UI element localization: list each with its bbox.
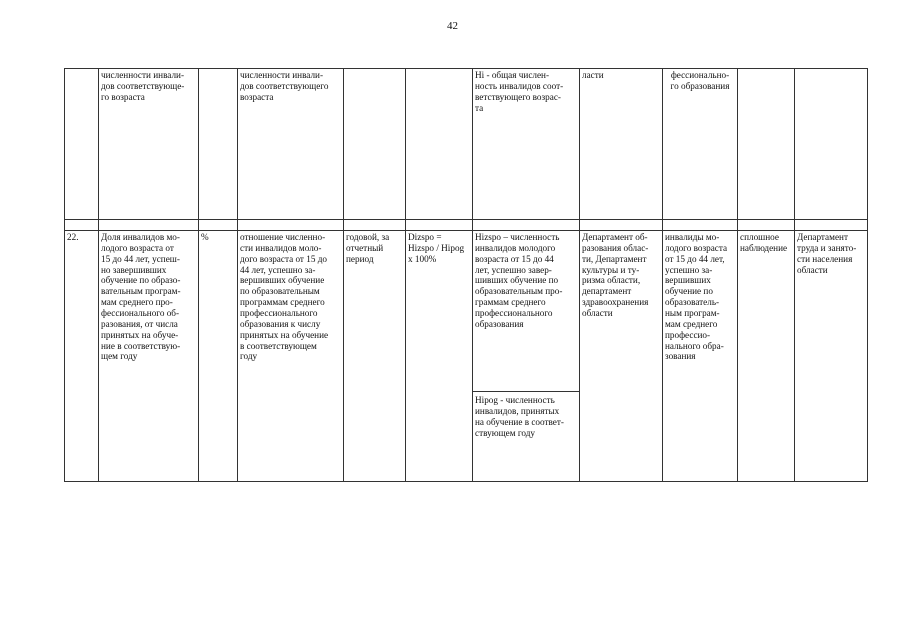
table-row-gap (65, 220, 868, 231)
cell-unit: % (199, 231, 238, 482)
cell-unit (199, 69, 238, 220)
cell-method: отношение численно- сти инвалидов моло- дого возраста от 15 до 44 лет, успешно за- вершивших обучение по образовательным программам среднего профессионального образования к числу принятых на обучение в соответствующем году (238, 231, 344, 482)
cell-formula: Dizspo = Hizspo / Hipog х 100% (406, 231, 473, 482)
cell-period (344, 69, 406, 220)
cell-observation: сплошное наблюдение (738, 231, 795, 482)
cell-name: численности инвали- дов соответствующе- го возраста (99, 69, 199, 220)
table-row-continuation (65, 69, 868, 220)
cell-basic: Hi - общая числен- ность инвалидов соот- ветствующего возрас- та (473, 69, 580, 220)
cell-num: 22. (65, 231, 99, 482)
cell-method: численности инвали- дов соответствующего возраста (238, 69, 344, 220)
cell-num (65, 69, 99, 220)
cell-responsible (795, 69, 868, 220)
cell-formula (406, 69, 473, 220)
indicators-table (64, 68, 868, 482)
basic-indicator-2: Hipog - численность инвалидов, принятых на обучение в соответ- ствующем году (475, 395, 564, 438)
table-row-22 (65, 231, 868, 482)
cell-responsible: Департамент труда и занято- сти населения области (795, 231, 868, 482)
cell-period: годовой, за отчетный период (344, 231, 406, 482)
cell-name: Доля инвалидов мо- лодого возраста от 15 до 44 лет, успеш- но завершивших обучение по образо- вательным програм- мам среднего про- фессионального об- разования, от числа принятых на обуче- ние в соответствую- щем году (99, 231, 199, 482)
cell-basic (473, 231, 580, 482)
cell-source: Департамент об- разования облас- ти, Департамент культуры и ту- ризма области, департамент здравоохранения области (580, 231, 663, 482)
cell-observation (738, 69, 795, 220)
cell-object: инвалиды мо- лодого возраста от 15 до 44 лет, успешно за- вершивших обучение по образователь- ным програм- мам среднего профессио- нального обра- зования (663, 231, 738, 482)
page-number: 42 (447, 20, 458, 32)
cell-object: фессионально- го образования (663, 69, 738, 220)
basic-indicator-1: Hizspo – численность инвалидов молодого возраста от 15 до 44 лет, успешно завер- шивших обучение по образовательным про- граммам среднего профессионального образования (475, 232, 563, 329)
cell-source: ласти (580, 69, 663, 220)
